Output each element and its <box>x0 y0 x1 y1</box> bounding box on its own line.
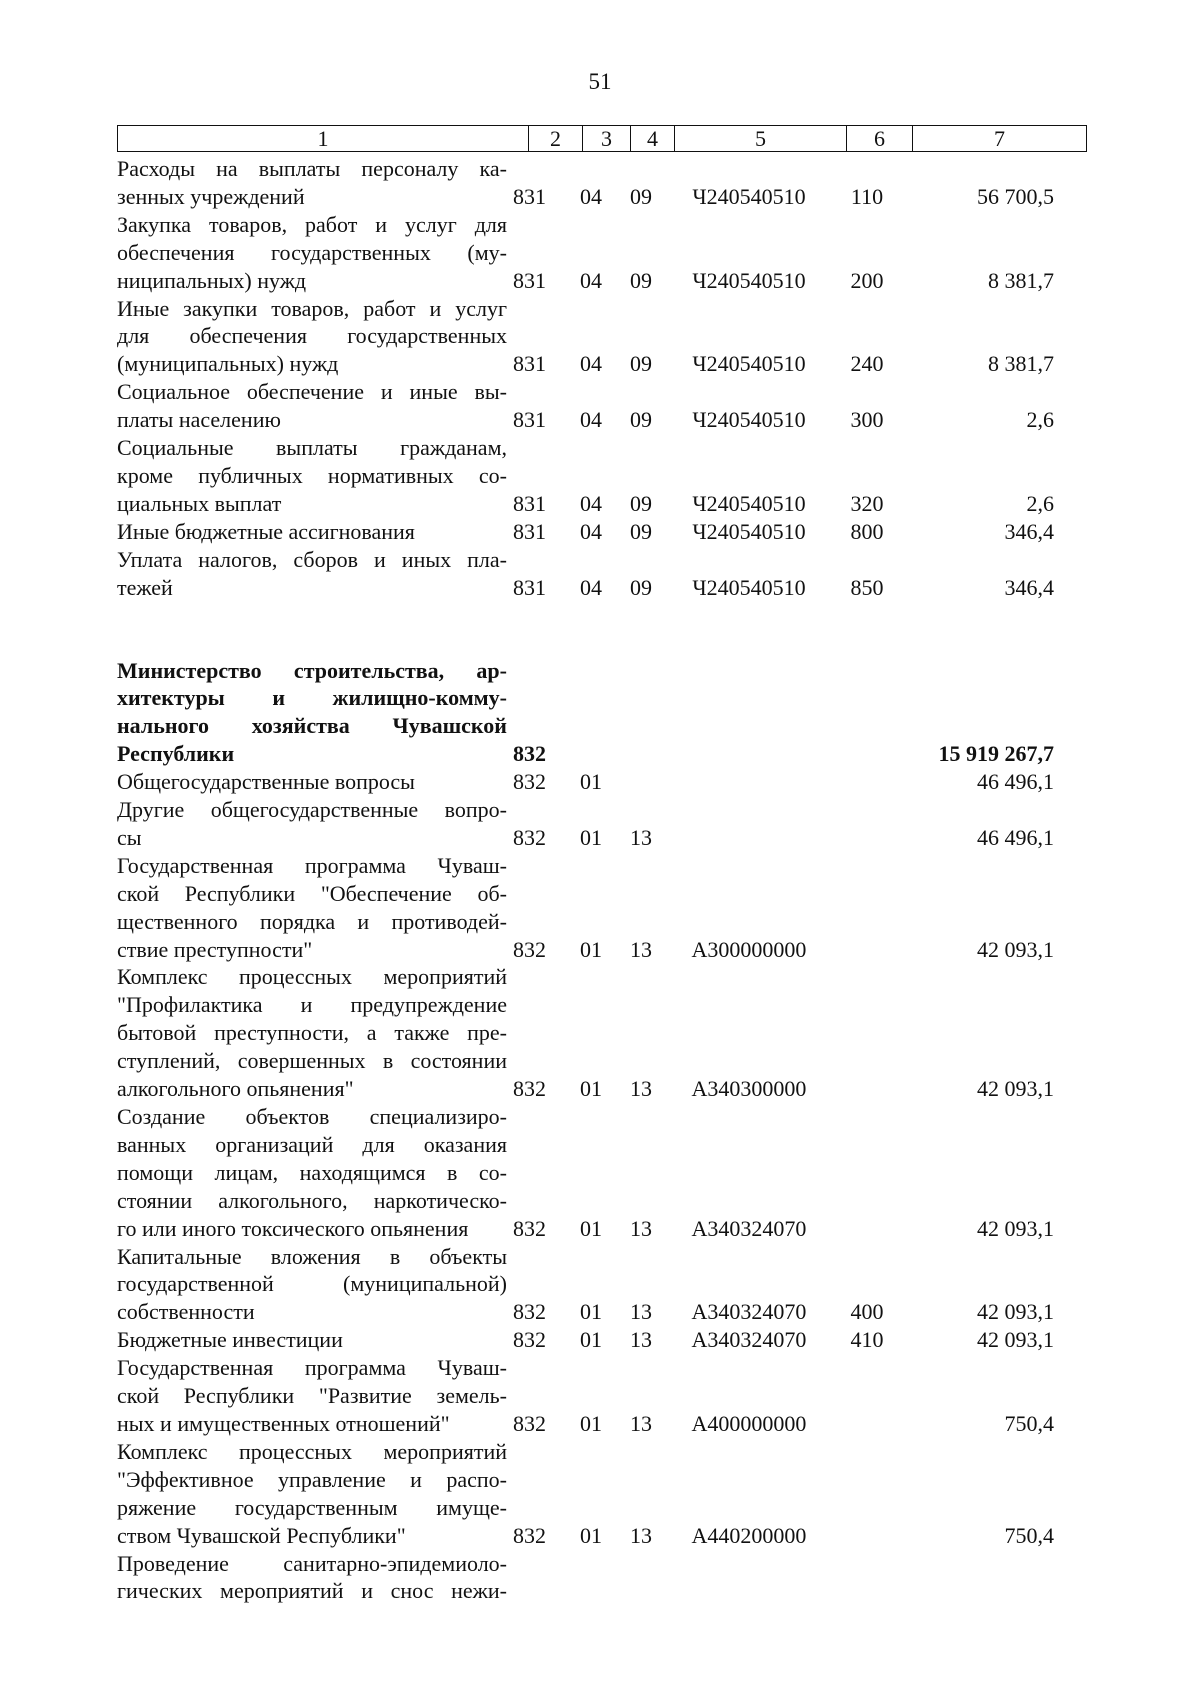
description-line: ниципальных) нужд <box>117 267 307 293</box>
amount: 42 093,1 <box>977 936 1054 962</box>
subsection-code: 09 <box>630 407 652 433</box>
section-code: 04 <box>580 267 602 293</box>
header-col-1: 1 <box>118 126 529 152</box>
ministry-code: 832 <box>513 936 546 962</box>
expense-type-code: 300 <box>850 407 884 433</box>
description-line: Государственная программа Чуваш- <box>117 1355 507 1381</box>
amount: 56 700,5 <box>977 183 1054 209</box>
description-line: Министерство строительства, ар- <box>117 657 507 683</box>
amount: 46 496,1 <box>977 824 1054 850</box>
row-description <box>117 1243 507 1327</box>
description-line: "Эффективное управление и распо- <box>117 1466 507 1492</box>
description-line: собственности <box>117 1299 255 1325</box>
description-line: Другие общегосударственные вопро- <box>117 797 507 823</box>
section-code: 04 <box>580 407 602 433</box>
description-line: гических мероприятий и снос нежи- <box>117 1578 507 1604</box>
table-row <box>117 768 1173 796</box>
table-row <box>117 518 1173 546</box>
table-row <box>117 434 1173 518</box>
section-code: 04 <box>580 490 602 516</box>
header-col-6: 6 <box>847 126 913 152</box>
description-line: нального хозяйства Чувашской <box>117 713 507 739</box>
description-line: Государственная программа Чуваш- <box>117 852 507 878</box>
expense-type-code: 240 <box>850 351 884 377</box>
section-code: 01 <box>580 1299 602 1325</box>
target-article-code: Ч240540510 <box>692 183 806 209</box>
ministry-code: 831 <box>513 518 546 544</box>
ministry-code: 832 <box>513 741 546 767</box>
subsection-code: 09 <box>630 574 652 600</box>
row-description <box>117 657 507 769</box>
description-line: Иные закупки товаров, работ и услуг <box>117 295 507 321</box>
target-article-code: Ч240540510 <box>692 574 806 600</box>
description-line: ступлений, совершенных в состоянии <box>117 1048 507 1074</box>
description-line: го или иного токсического опьянения <box>117 1215 469 1241</box>
description-line: ных и имущественных отношений" <box>117 1410 450 1436</box>
header-col-4: 4 <box>631 126 675 152</box>
target-article-code: А300000000 <box>691 936 807 962</box>
column-header-row <box>117 125 1087 152</box>
description-line: алкогольного опьянения" <box>117 1076 354 1102</box>
table-row <box>117 852 1173 964</box>
table-row <box>117 1103 1173 1243</box>
ministry-code: 832 <box>513 1327 546 1353</box>
description-line: ряжение государственным имуще- <box>117 1494 507 1520</box>
section-code: 01 <box>580 1215 602 1241</box>
table-row <box>117 1326 1173 1354</box>
table-row <box>117 963 1173 1103</box>
expense-type-code: 200 <box>850 267 884 293</box>
table-row <box>117 1550 1173 1606</box>
table-row <box>117 1354 1173 1438</box>
amount: 2,6 <box>1026 407 1054 433</box>
ministry-code: 831 <box>513 574 546 600</box>
description-line: Создание объектов специализиро- <box>117 1104 507 1129</box>
ministry-code: 831 <box>513 183 546 209</box>
section-code: 01 <box>580 936 602 962</box>
row-description <box>117 546 507 602</box>
description-line: обеспечения государственных (му- <box>117 239 507 265</box>
row-description <box>117 1550 507 1606</box>
table-row <box>117 796 1173 852</box>
row-description <box>117 768 507 796</box>
expense-type-code: 320 <box>850 490 884 516</box>
description-line: Комплекс процессных мероприятий <box>117 1438 507 1464</box>
description-line: бытовой преступности, а также пре- <box>117 1020 507 1046</box>
row-description <box>117 155 507 211</box>
description-line: Закупка товаров, работ и услуг для <box>117 211 507 237</box>
amount: 346,4 <box>1004 574 1054 600</box>
target-article-code: Ч240540510 <box>692 351 806 377</box>
header-col-7: 7 <box>913 126 1087 152</box>
section-code: 04 <box>580 183 602 209</box>
section-code: 01 <box>580 1410 602 1436</box>
subsection-code: 13 <box>630 1215 652 1241</box>
target-article-code: Ч240540510 <box>692 267 806 293</box>
row-description <box>117 1438 507 1550</box>
description-line: "Профилактика и предупреждение <box>117 992 507 1018</box>
subsection-code: 09 <box>630 351 652 377</box>
amount: 46 496,1 <box>977 769 1054 795</box>
description-line: зенных учреждений <box>117 183 305 209</box>
ministry-code: 832 <box>513 1299 546 1325</box>
subsection-code: 13 <box>630 1327 652 1353</box>
ministry-code: 832 <box>513 1215 546 1241</box>
row-description <box>117 852 507 964</box>
ministry-code: 832 <box>513 1522 546 1548</box>
subsection-code: 09 <box>630 490 652 516</box>
description-line: государственной (муниципальной) <box>117 1271 507 1297</box>
table-row <box>117 1438 1173 1550</box>
table-row <box>117 295 1173 379</box>
subsection-code: 09 <box>630 267 652 293</box>
amount: 346,4 <box>1004 518 1054 544</box>
row-description <box>117 1354 507 1438</box>
ministry-code: 832 <box>513 824 546 850</box>
amount: 750,4 <box>1004 1410 1054 1436</box>
subsection-code: 09 <box>630 518 652 544</box>
description-line: Общегосударственные вопросы <box>117 769 415 795</box>
amount: 42 093,1 <box>977 1076 1054 1102</box>
section-code: 01 <box>580 1076 602 1102</box>
amount: 8 381,7 <box>988 351 1054 377</box>
section-code: 01 <box>580 824 602 850</box>
header-col-5: 5 <box>675 126 847 152</box>
subsection-code: 13 <box>630 1076 652 1102</box>
amount: 2,6 <box>1026 490 1054 516</box>
description-line: ской Республики "Развитие земель- <box>117 1383 507 1409</box>
expense-type-code: 410 <box>850 1327 884 1353</box>
description-line: для обеспечения государственных <box>117 323 507 349</box>
subsection-code: 13 <box>630 936 652 962</box>
table-row <box>117 211 1173 295</box>
subsection-code: 13 <box>630 1410 652 1436</box>
description-line: Республики <box>117 741 235 767</box>
description-line: Бюджетные инвестиции <box>117 1327 343 1353</box>
description-line: ством Чувашской Республики" <box>117 1522 406 1548</box>
description-line: циальных выплат <box>117 490 282 516</box>
description-line: хитектуры и жилищно-комму- <box>117 685 507 711</box>
section-code: 01 <box>580 1327 602 1353</box>
expense-type-code: 850 <box>850 574 884 600</box>
description-line: ской Республики "Обеспечение об- <box>117 880 507 906</box>
description-line: стоянии алкогольного, наркотическо- <box>117 1187 507 1213</box>
target-article-code: А340324070 <box>691 1299 807 1325</box>
amount: 42 093,1 <box>977 1327 1054 1353</box>
description-line: тежей <box>117 574 173 600</box>
description-line: ствие преступности" <box>117 936 313 962</box>
description-line: помощи лицам, находящимся в со- <box>117 1159 507 1185</box>
header-col-2: 2 <box>529 126 583 152</box>
amount: 42 093,1 <box>977 1299 1054 1325</box>
row-description <box>117 211 507 295</box>
description-line: Проведение санитарно-эпидемиоло- <box>117 1550 507 1576</box>
row-description <box>117 378 507 434</box>
description-line: ванных организаций для оказания <box>117 1131 507 1157</box>
row-description <box>117 1326 507 1354</box>
header-col-3: 3 <box>583 126 631 152</box>
expense-type-code: 110 <box>850 183 884 209</box>
description-line: платы населению <box>117 407 281 433</box>
section-code: 04 <box>580 518 602 544</box>
description-line: Социальные выплаты гражданам, <box>117 435 507 461</box>
expense-type-code: 800 <box>850 518 884 544</box>
description-line: кроме публичных нормативных со- <box>117 462 507 488</box>
row-description <box>117 1103 507 1243</box>
ministry-code: 831 <box>513 351 546 377</box>
target-article-code: Ч240540510 <box>692 518 806 544</box>
row-description <box>117 518 507 546</box>
ministry-code: 832 <box>513 1076 546 1102</box>
target-article-code: А340324070 <box>691 1327 807 1353</box>
table-row <box>117 155 1173 211</box>
target-article-code: А340300000 <box>691 1076 807 1102</box>
ministry-code: 832 <box>513 769 546 795</box>
page-number: 51 <box>588 69 612 94</box>
ministry-code: 831 <box>513 267 546 293</box>
subsection-code: 13 <box>630 824 652 850</box>
target-article-code: Ч240540510 <box>692 407 806 433</box>
amount: 750,4 <box>1004 1522 1054 1548</box>
table-row <box>117 378 1173 434</box>
table-row <box>117 657 1173 769</box>
ministry-code: 831 <box>513 407 546 433</box>
section-code: 04 <box>580 574 602 600</box>
section-code: 01 <box>580 1522 602 1548</box>
subsection-code: 13 <box>630 1299 652 1325</box>
description-line: Комплекс процессных мероприятий <box>117 964 507 990</box>
section-code: 04 <box>580 351 602 377</box>
row-description <box>117 434 507 518</box>
ministry-code: 832 <box>513 1410 546 1436</box>
description-line: Иные бюджетные ассигнования <box>117 518 415 544</box>
subsection-code: 09 <box>630 183 652 209</box>
amount: 15 919 267,7 <box>938 741 1054 767</box>
target-article-code: А400000000 <box>691 1410 807 1436</box>
target-article-code: А440200000 <box>691 1522 807 1548</box>
amount: 8 381,7 <box>988 267 1054 293</box>
expense-type-code: 400 <box>850 1299 884 1325</box>
target-article-code: Ч240540510 <box>692 490 806 516</box>
description-line: сы <box>117 824 142 850</box>
description-line: щественного порядка и противодей- <box>117 908 507 934</box>
description-line: Социальное обеспечение и иные вы- <box>117 379 507 405</box>
table-row <box>117 1243 1173 1327</box>
budget-table-body <box>117 155 1173 1605</box>
description-line: Уплата налогов, сборов и иных пла- <box>117 546 507 572</box>
subsection-code: 13 <box>630 1522 652 1548</box>
ministry-code: 831 <box>513 490 546 516</box>
description-line: Расходы на выплаты персоналу ка- <box>117 156 507 181</box>
description-line: Капитальные вложения в объекты <box>117 1243 507 1269</box>
row-description <box>117 963 507 1103</box>
target-article-code: А340324070 <box>691 1215 807 1241</box>
section-code: 01 <box>580 769 602 795</box>
table-row <box>117 546 1173 602</box>
row-description <box>117 796 507 852</box>
description-line: (муниципальных) нужд <box>117 351 339 377</box>
amount: 42 093,1 <box>977 1215 1054 1241</box>
row-description <box>117 295 507 379</box>
